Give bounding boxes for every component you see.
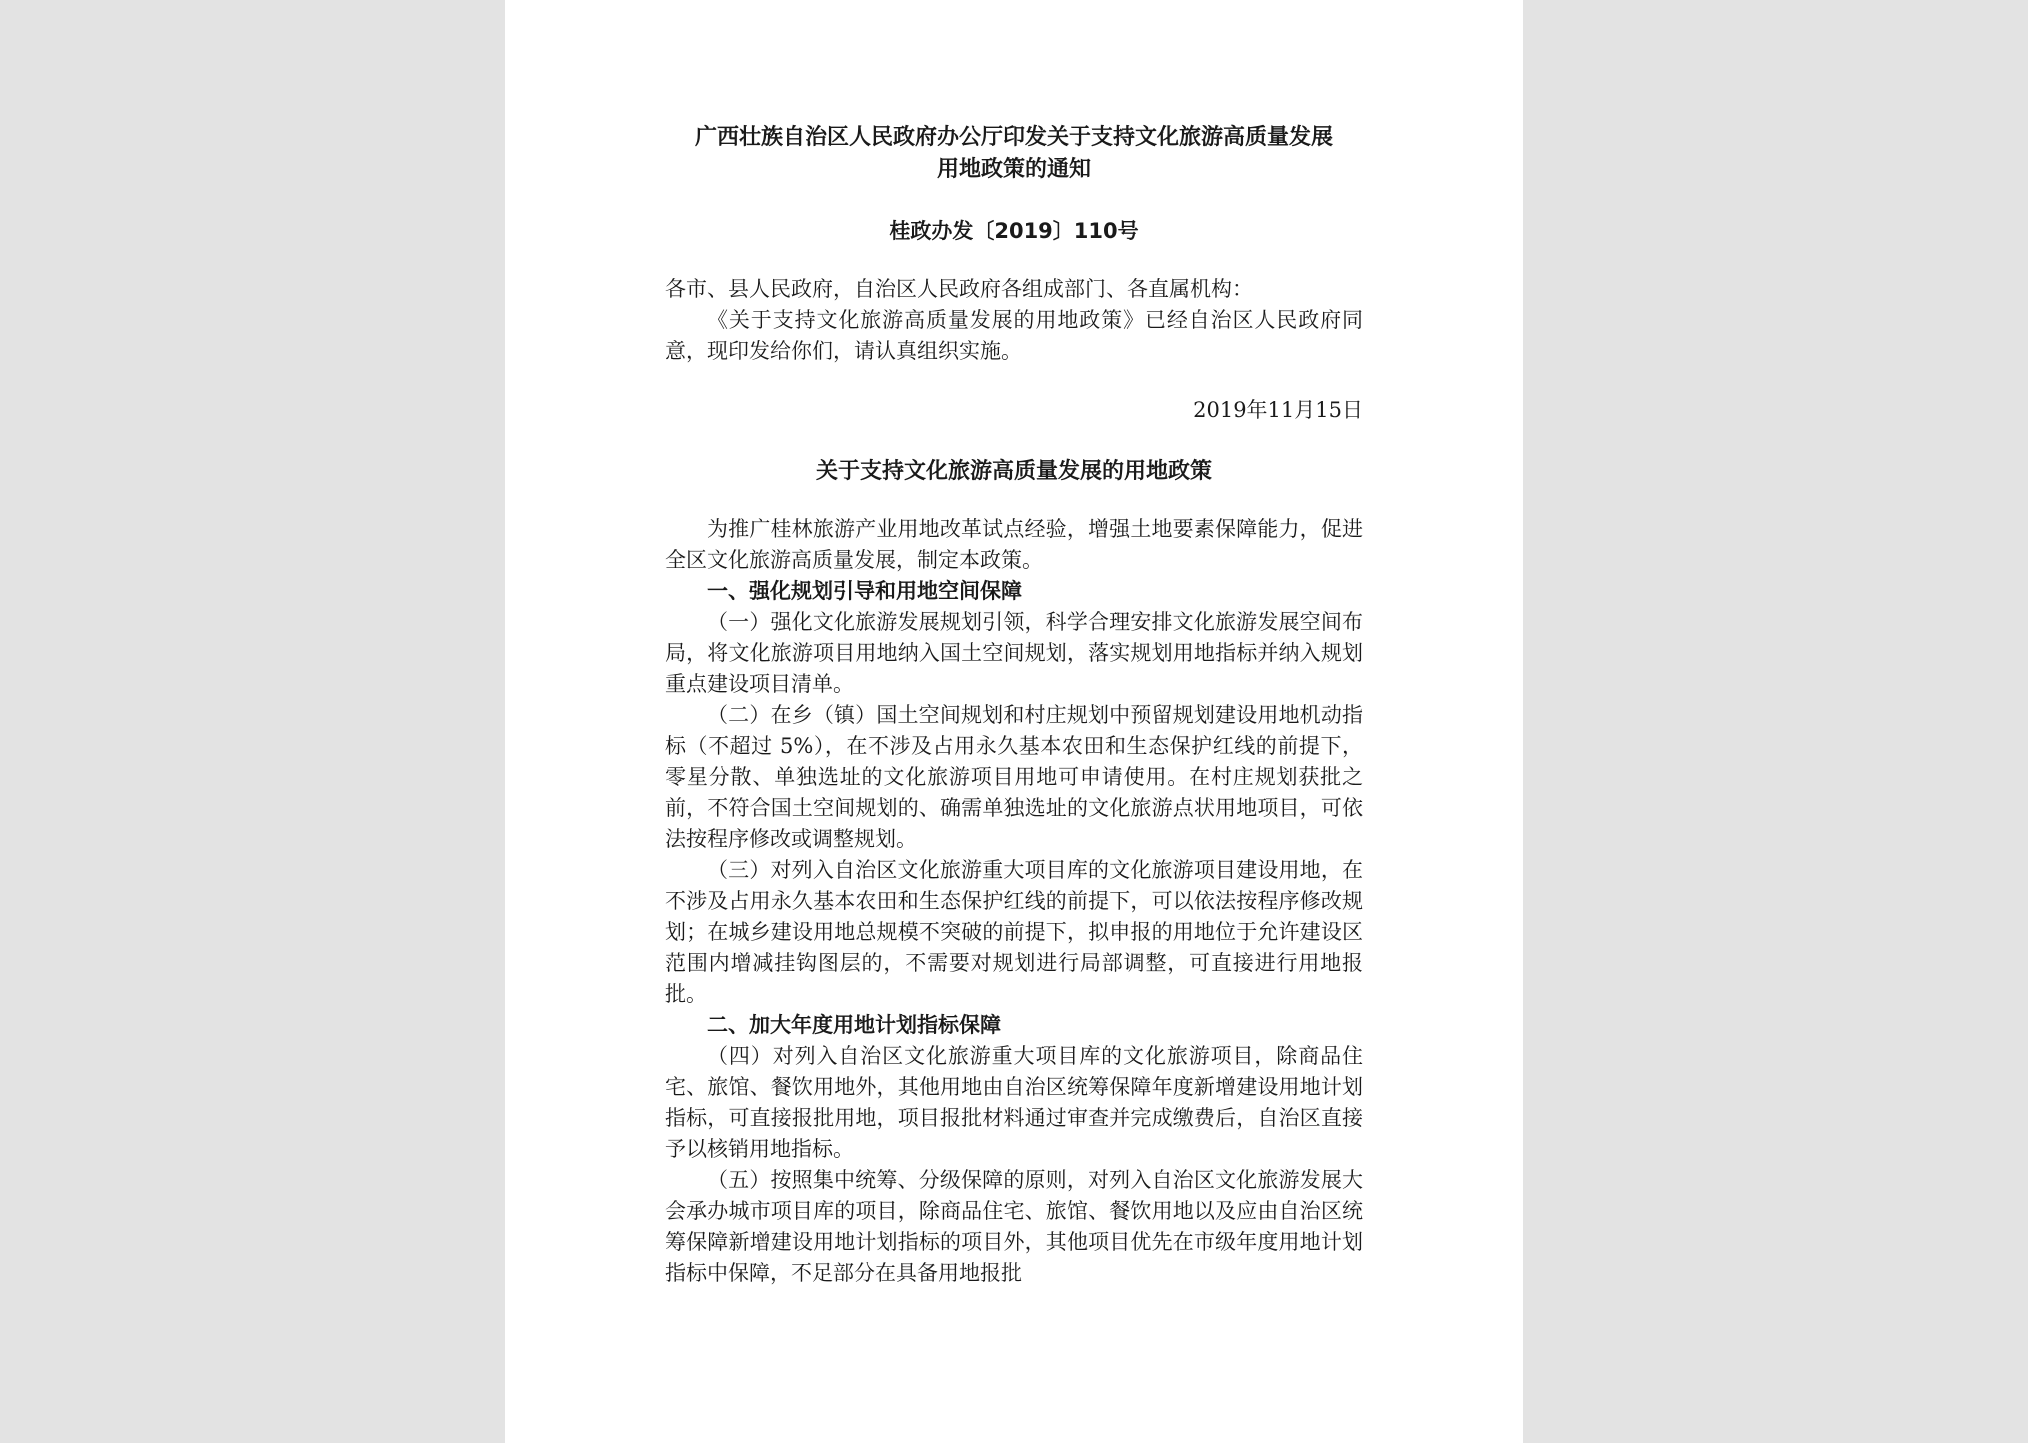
document-number: 桂政办发〔2019〕110号 <box>889 219 1139 243</box>
policy-item-3: （三）对列入自治区文化旅游重大项目库的文化旅游项目建设用地，在不涉及占用永久基本农田和生态保护红线的前提下，可以依法按程序修改规划；在城乡建设用地总规模不突破的前提下，拟申报的用地位于允许建设区范围内增减挂钩图层的，不需要对规划进行局部调整，可直接进行用地报批。 <box>665 858 1363 1006</box>
document-page <box>505 0 1523 1443</box>
policy-item-4: （四）对列入自治区文化旅游重大项目库的文化旅游项目，除商品住宅、旅馆、餐饮用地外，其他用地由自治区统筹保障年度新增建设用地计划指标，可直接报批用地，项目报批材料通过审查并完成缴费后，自治区直接予以核销用地指标。 <box>665 1044 1363 1161</box>
section-heading-2: 二、加大年度用地计划指标保障 <box>707 1013 1001 1037</box>
policy-item-5: （五）按照集中统筹、分级保障的原则，对列入自治区文化旅游发展大会承办城市项目库的项目，除商品住宅、旅馆、餐饮用地以及应由自治区统筹保障新增建设用地计划指标的项目外，其他项目优先在市级年度用地计划指标中保障，不足部分在具备用地报批 <box>665 1168 1363 1285</box>
policy-item-1: （一）强化文化旅游发展规划引领，科学合理安排文化旅游发展空间布局，将文化旅游项目用地纳入国土空间规划，落实规划用地指标并纳入规划重点建设项目清单。 <box>665 610 1363 696</box>
policy-intro: 为推广桂林旅游产业用地改革试点经验，增强土地要素保障能力，促进全区文化旅游高质量发展，制定本政策。 <box>665 517 1363 572</box>
document-content <box>665 122 1363 1289</box>
salutation: 各市、县人民政府，自治区人民政府各组成部门、各直属机构： <box>665 277 1253 301</box>
notice-body: 《关于支持文化旅游高质量发展的用地政策》已经自治区人民政府同意，现印发给你们，请认真组织实施。 <box>665 308 1363 363</box>
document-title-line-2: 用地政策的通知 <box>936 157 1091 182</box>
document-title <box>665 122 1363 186</box>
policy-title: 关于支持文化旅游高质量发展的用地政策 <box>815 459 1212 484</box>
issue-date: 2019年11月15日 <box>1193 398 1363 422</box>
section-heading-1: 一、强化规划引导和用地空间保障 <box>707 579 1022 603</box>
document-title-line-1: 广西壮族自治区人民政府办公厅印发关于支持文化旅游高质量发展 <box>694 125 1333 150</box>
policy-item-2: （二）在乡（镇）国土空间规划和村庄规划中预留规划建设用地机动指标（不超过 5%），在不涉及占用永久基本农田和生态保护红线的前提下，零星分散、单独选址的文化旅游项目用地可申请使用。在村庄规划获批之前，不符合国土空间规划的、确需单独选址的文化旅游点状用地项目，可依法按程序修改或调整规划。 <box>665 703 1363 851</box>
notice-block <box>665 274 1363 367</box>
policy-body <box>665 514 1363 1289</box>
